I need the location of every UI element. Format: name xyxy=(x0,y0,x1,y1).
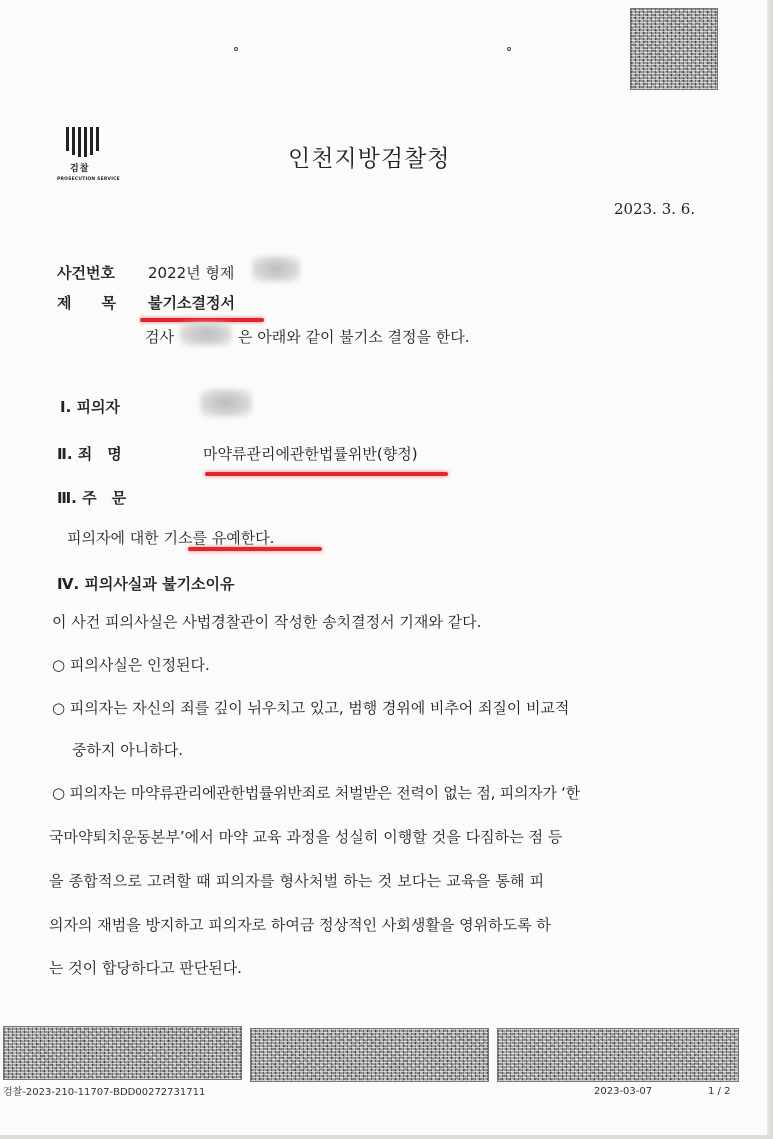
agency-title: 인천지방검찰청 xyxy=(288,146,451,172)
paragraph-intro: 이 사건 피의사실은 사법경찰관이 작성한 송치결정서 기재와 같다. xyxy=(52,613,482,631)
section-1-label: Ⅰ. 피의자 xyxy=(60,398,120,416)
section-4-label: Ⅳ. 피의사실과 불기소이유 xyxy=(57,575,235,593)
redacted-prosecutor-name xyxy=(180,322,232,346)
punch-dot-left xyxy=(234,47,238,51)
redacted-suspect-name xyxy=(200,389,252,417)
prosecutor-label: 검사 xyxy=(145,328,174,346)
document-date: 2023. 3. 6. xyxy=(614,200,696,218)
bullet-1: ○ 피의사실은 인정된다. xyxy=(52,656,210,674)
subject-value: 불기소결정서 xyxy=(148,294,235,312)
barcode-bottom-right xyxy=(497,1028,739,1082)
barcode-bottom-center xyxy=(250,1028,489,1082)
bullet-3-line-4: 의자의 재범을 방지하고 피의자로 하여금 정상적인 사회생활을 영위하도록 하 xyxy=(49,916,551,934)
punch-dot-right xyxy=(507,47,511,51)
bullet-2-line-1: ○ 피의자는 자신의 죄를 깊이 뉘우치고 있고, 범행 경위에 비추어 죄질이 비교적 xyxy=(52,699,570,717)
logo-bars-icon xyxy=(66,127,117,157)
page-edge-right xyxy=(767,0,773,1139)
prosecution-logo xyxy=(57,127,120,185)
footer-date: 2023-03-07 xyxy=(594,1086,653,1097)
logo-text: 검찰 xyxy=(70,164,90,174)
disposition-value: 피의자에 대한 기소를 유예한다. xyxy=(67,529,275,547)
charge-value: 마약류관리에관한법률위반(향정) xyxy=(203,445,418,463)
logo-subtext: PROSECUTION SERVICE xyxy=(57,177,120,182)
decision-statement: 은 아래와 같이 불기소 결정을 한다. xyxy=(238,328,470,346)
subject-label: 제 목 xyxy=(57,294,116,312)
page-edge-bottom xyxy=(0,1135,773,1139)
footer-page-number: 1 / 2 xyxy=(708,1086,731,1097)
barcode-top-right xyxy=(630,8,718,90)
bullet-3-line-3: 을 종합적으로 고려할 때 피의자를 형사처벌 하는 것 보다는 교육을 통해 피 xyxy=(49,872,545,890)
bullet-2-line-2: 중하지 아니하다. xyxy=(72,741,183,759)
bullet-3-line-1: ○ 피의자는 마약류관리에관한법률위반죄로 처벌받은 전력이 없는 점, 피의자가 ‘한 xyxy=(52,784,580,802)
redacted-case-number xyxy=(252,256,300,282)
footer-document-id: 검찰-2023-210-11707-BDD00272731711 xyxy=(3,1087,206,1098)
bullet-3-line-2: 국마약퇴치운동본부’에서 마약 교육 과정을 성실히 이행할 것을 다짐하는 점 등 xyxy=(49,828,563,846)
case-number-label: 사건번호 xyxy=(57,264,115,282)
section-2-label: Ⅱ. 죄 명 xyxy=(57,445,122,463)
barcode-bottom-left xyxy=(3,1026,242,1080)
section-3-label: Ⅲ. 주 문 xyxy=(57,489,127,507)
bullet-3-line-5: 는 것이 합당하다고 판단된다. xyxy=(49,959,242,977)
charge-highlight xyxy=(205,472,448,476)
case-number-value: 2022년 형제 xyxy=(148,264,235,282)
disposition-highlight xyxy=(188,547,322,551)
